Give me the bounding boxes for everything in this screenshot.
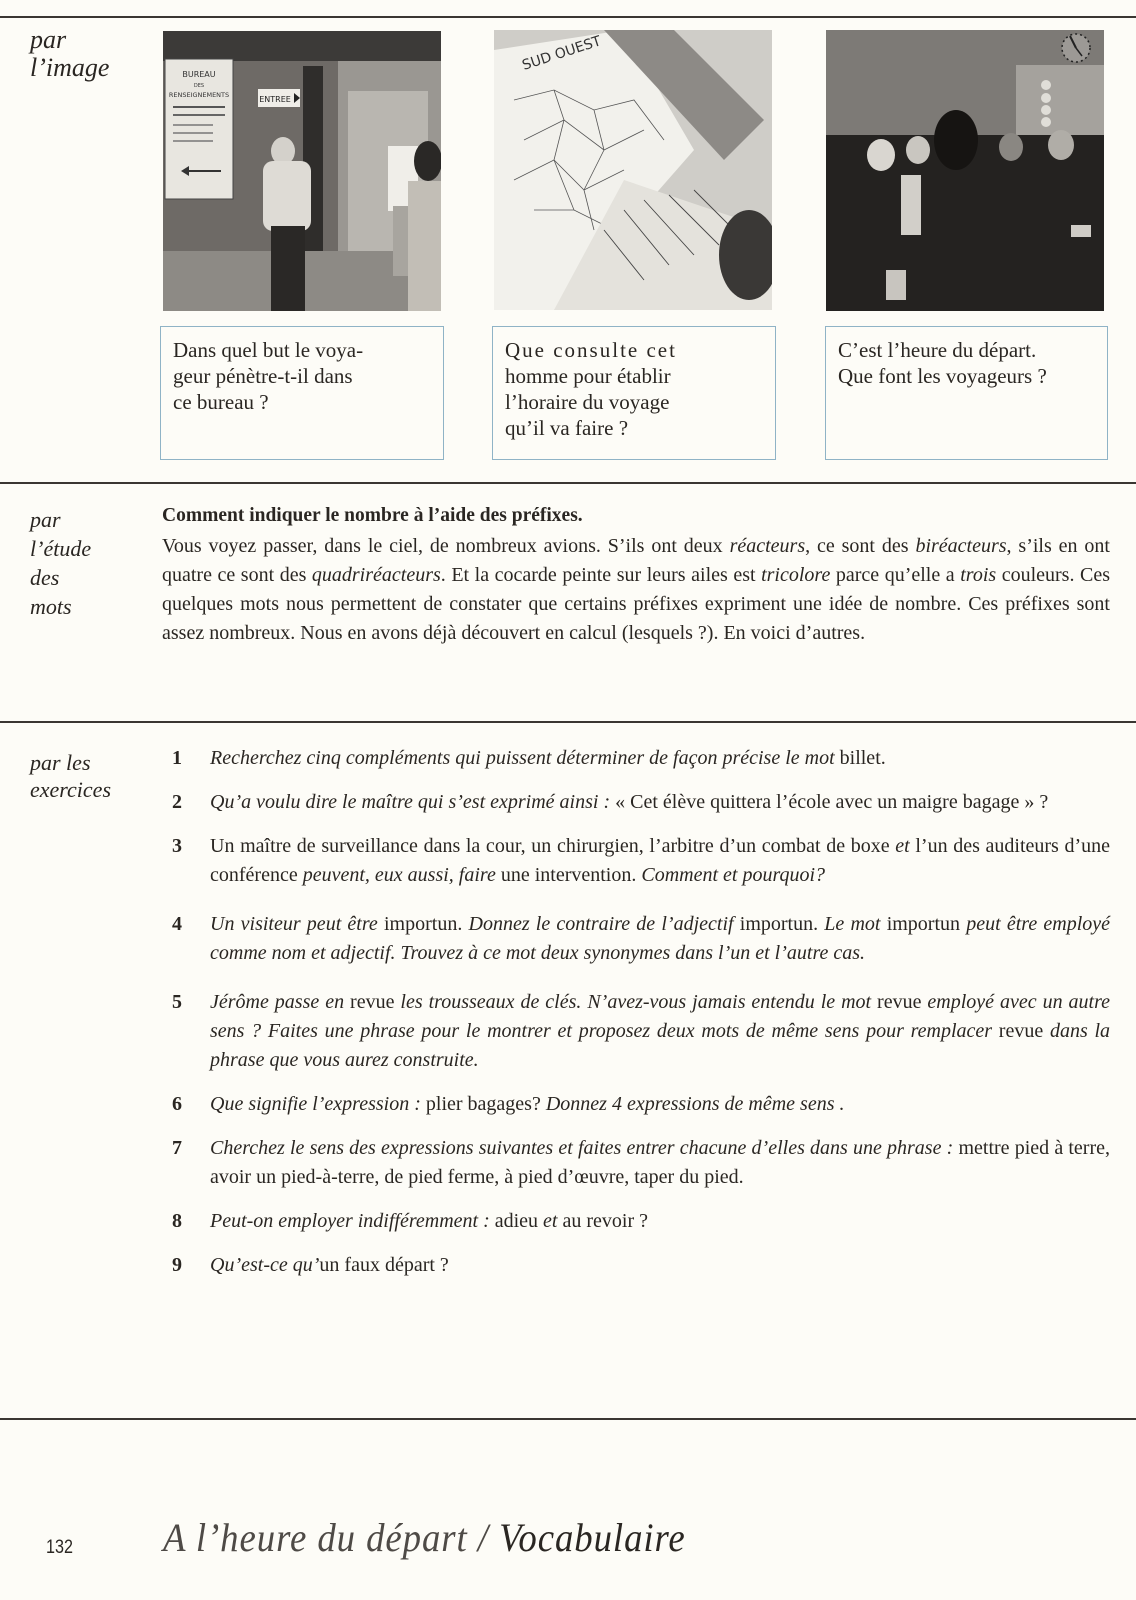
label-line: l’étude xyxy=(30,536,92,561)
text-run: parce qu’elle a xyxy=(830,564,961,586)
label-line: mots xyxy=(30,594,72,619)
photo-illustration xyxy=(494,30,772,310)
label-line: des xyxy=(30,565,60,590)
italic-run: et xyxy=(543,1210,558,1232)
exercise-text xyxy=(210,1210,648,1232)
section-label-etude xyxy=(30,505,91,621)
caption-line: qu’il va faire ? xyxy=(505,416,629,440)
exercise-item xyxy=(172,1251,1110,1280)
text-run: « Cet élève quittera l’école avec un maigre bagage » ? xyxy=(615,791,1049,813)
photo-sud-ouest-map xyxy=(494,30,772,310)
text-run: . Et la cocarde peinte sur leurs ailes est xyxy=(440,564,762,586)
text-run: revue xyxy=(877,991,928,1013)
exercise-number: 9 xyxy=(172,1254,182,1276)
italic-run: Donnez 4 expressions de même sens . xyxy=(545,1093,845,1115)
italic-run: Un visiteur peut être xyxy=(210,913,384,935)
bottom-rule xyxy=(0,1418,1136,1420)
photo-bureau-renseignements xyxy=(163,31,441,311)
exercise-item xyxy=(172,744,1110,773)
exercise-item xyxy=(172,988,1110,1075)
italic-run: employé avec un autre sens ? Faites une phrase pour le montrer et proposez deux mots de même sens pour remplacer xyxy=(210,991,1110,1042)
caption-line: Dans quel but le voya- xyxy=(173,338,364,362)
exercise-text xyxy=(210,1093,845,1115)
section-divider-2 xyxy=(0,721,1136,723)
label-line: par xyxy=(30,25,67,54)
top-rule xyxy=(0,16,1136,18)
exercise-number: 8 xyxy=(172,1210,182,1232)
svg-text:SUD OUEST: SUD OUEST xyxy=(520,33,604,74)
text-run: au revoir ? xyxy=(557,1210,648,1232)
exercise-item xyxy=(172,788,1110,817)
exercise-number: 5 xyxy=(172,991,182,1013)
text-run: billet. xyxy=(839,747,886,769)
section-label-image xyxy=(30,26,109,82)
caption-question-3 xyxy=(825,326,1108,460)
exercise-text xyxy=(210,991,1110,1071)
exercise-text xyxy=(210,1137,1110,1188)
section-title: Vocabulaire xyxy=(499,1515,686,1560)
exercise-item xyxy=(172,910,1110,968)
text-run: importun. xyxy=(739,913,825,935)
svg-text:BUREAU: BUREAU xyxy=(182,70,216,79)
italic-run: trois xyxy=(960,564,997,586)
chapter-title: A l’heure du départ xyxy=(163,1515,468,1560)
caption-question-2 xyxy=(492,326,776,460)
photo-illustration xyxy=(163,31,441,311)
svg-text:RENSEIGNEMENTS: RENSEIGNEMENTS xyxy=(168,91,230,99)
exercise-number: 4 xyxy=(172,913,182,935)
exercise-item xyxy=(172,1134,1110,1192)
text-run: Vous voyez passer, dans le ciel, de nombreux avions. S’ils ont deux xyxy=(162,535,730,557)
exercise-list xyxy=(172,744,1110,1280)
italic-run: et xyxy=(895,835,910,857)
caption-line: Que consulte cet xyxy=(505,338,677,362)
italic-run: Qu’a voulu dire le maître qui s’est exprimé ainsi : xyxy=(210,791,616,813)
etude-des-mots-block xyxy=(162,501,1110,648)
exercise-item xyxy=(172,1207,1110,1236)
photo-illustration xyxy=(826,30,1104,311)
section-label-exercices xyxy=(30,749,111,803)
caption-line: C’est l’heure du départ. xyxy=(838,338,1037,362)
exercise-number: 6 xyxy=(172,1093,182,1115)
italic-run: Donnez le contraire de l’adjectif xyxy=(468,913,740,935)
italic-run: peuvent, eux aussi, faire xyxy=(302,864,496,886)
text-run: une intervention. xyxy=(495,864,642,886)
italic-run: Que signifie l’expression : xyxy=(210,1093,426,1115)
label-line: exercices xyxy=(30,777,112,802)
exercise-text xyxy=(210,835,1110,886)
exercise-text xyxy=(210,913,1110,964)
label-line: par les xyxy=(30,750,91,775)
caption-line: Que font les voyageurs ? xyxy=(838,364,1047,388)
italic-run: biréacteurs xyxy=(915,535,1007,557)
italic-run: Qu’est-ce qu’ xyxy=(210,1254,320,1276)
italic-run: Peut-on employer indifféremment : xyxy=(210,1210,495,1232)
page-title xyxy=(163,1514,686,1561)
text-run: Un maître de surveillance dans la cour, un chirurgien, l’arbitre d’un combat de boxe xyxy=(210,835,896,857)
text-run: importun xyxy=(886,913,967,935)
caption-line: geur pénètre-t-il dans xyxy=(173,364,353,388)
text-run: adieu xyxy=(494,1210,544,1232)
exercise-number: 7 xyxy=(172,1137,182,1159)
italic-run: Recherchez cinq compléments qui puissent déterminer de façon précise le mot xyxy=(210,747,840,769)
exercise-item xyxy=(172,832,1110,890)
exercise-text xyxy=(210,747,886,769)
caption-line: l’horaire du voyage xyxy=(505,390,670,414)
italic-run: peut être employé comme nom et adjectif. Trouvez à ce mot deux synonymes dans l’un et l’autre cas. xyxy=(210,913,1111,964)
caption-question-1 xyxy=(160,326,444,460)
exercise-text xyxy=(210,791,1048,813)
label-line: par xyxy=(30,507,61,532)
italic-run: Comment et pourquoi? xyxy=(641,864,826,886)
exercise-number: 1 xyxy=(172,747,182,769)
text-run: mettre pied à terre, avoir un pied-à-terre, de pied ferme, à pied d’œuvre, taper du pied. xyxy=(210,1137,1110,1188)
exercise-item xyxy=(172,1090,1110,1119)
italic-run: Cherchez le sens des expressions suivantes et faites entrer chacune d’elles dans une phrase : xyxy=(210,1137,959,1159)
photo-station-crowd xyxy=(826,30,1104,311)
italic-run: réacteurs xyxy=(729,535,806,557)
italic-run: dans la phrase que vous aurez construite. xyxy=(210,1020,1111,1071)
italic-run: Le mot xyxy=(824,913,887,935)
svg-text:DES: DES xyxy=(193,83,205,89)
italic-run: quadriréacteurs xyxy=(311,564,441,586)
exercise-number: 3 xyxy=(172,835,182,857)
text-run: , ce sont des xyxy=(805,535,916,557)
etude-paragraph xyxy=(162,532,1110,648)
label-line: l’image xyxy=(30,53,110,82)
exercise-number: 2 xyxy=(172,791,182,813)
caption-line: ce bureau ? xyxy=(173,390,269,414)
text-run: , s’ils en ont quatre ce sont des xyxy=(162,535,1110,586)
text-run: couleurs. Ces quelques mots nous permettent de constater que certains préfixes expriment une idée de nombre. Ces préfixes sont assez nombreux. Nous en avons déjà découvert en calcul (lesquels ?). En voici d’autres. xyxy=(162,564,1110,644)
italic-run: tricolore xyxy=(761,564,831,586)
section-divider-1 xyxy=(0,482,1136,484)
text-run: l’un des auditeurs d’une conférence xyxy=(210,835,1110,886)
caption-line: homme pour établir xyxy=(505,364,671,388)
page-number: 132 xyxy=(46,1537,73,1558)
italic-run: les trousseaux de clés. N’avez-vous jamais entendu le mot xyxy=(400,991,878,1013)
text-run: plier bagages? xyxy=(425,1093,546,1115)
text-run: un faux départ ? xyxy=(319,1254,449,1276)
svg-text:ENTREE: ENTREE xyxy=(259,95,291,104)
text-run: revue xyxy=(998,1020,1050,1042)
exercise-text xyxy=(210,1254,449,1276)
italic-run: Jérôme passe en xyxy=(210,991,351,1013)
text-run: importun. xyxy=(383,913,469,935)
text-run: revue xyxy=(350,991,401,1013)
title-separator: / xyxy=(477,1515,489,1560)
etude-heading: Comment indiquer le nombre à l’aide des préfixes. xyxy=(162,505,583,526)
